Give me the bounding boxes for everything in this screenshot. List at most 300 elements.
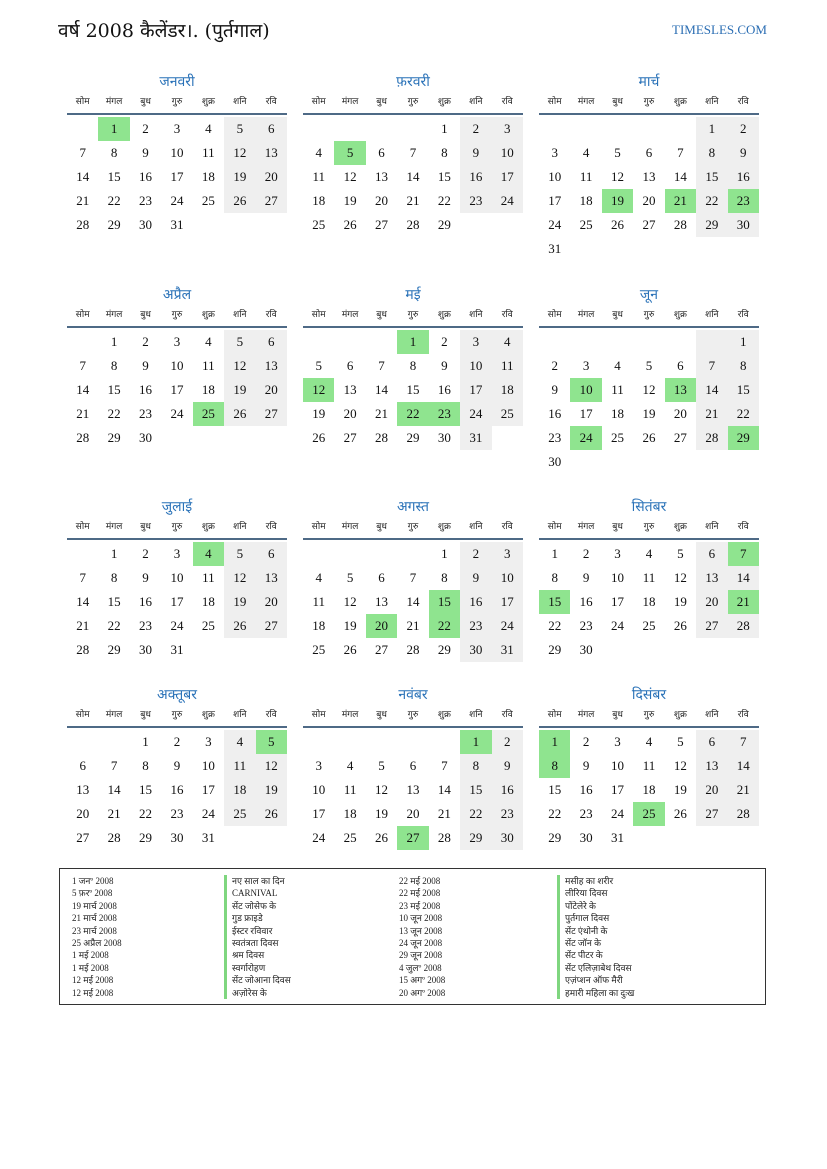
day-cell: 28 [406,642,420,657]
holiday-name: पोंटेलेरे के [557,900,634,912]
day-cell: 17 [492,590,523,614]
day-cell: 28 [76,430,90,445]
weekday-label: सोम [311,97,326,107]
empty-day-cell [696,237,727,261]
empty-day-cell [98,730,129,754]
day-cell: 20 [673,406,687,421]
week-row [539,590,759,614]
holiday-name: श्रम दिवस [224,949,291,961]
day-cell: 11 [202,358,215,373]
day-cell: 29 [696,213,727,237]
holiday-name: अज़ोरेस के [224,987,291,999]
empty-day-cell [334,730,365,754]
day-cell: 9 [173,758,181,773]
weekday-label: गुरु [407,310,419,320]
day-cell: 13 [375,169,389,184]
week-row [539,213,759,237]
holiday-name: सेंट जोआना दिवस [224,974,291,986]
week-row [539,566,759,590]
weekday-header [303,92,523,115]
day-cell: 24 [170,406,184,421]
empty-day-cell [728,450,759,474]
day-cell: 12 [611,169,625,184]
weekday-label: सोम [75,310,90,320]
day-cell: 7 [409,145,417,160]
weekday-label: शुक्र [201,710,215,720]
day-cell: 30 [728,213,759,237]
weekday-label: शुक्र [201,310,215,320]
day-cell: 17 [548,193,562,208]
day-cell: 10 [492,141,523,165]
day-cell: 29 [437,642,451,657]
day-cell: 28 [76,642,90,657]
day-cell: 5 [224,330,255,354]
holiday-date: 22 मई 2008 [399,888,441,899]
day-cell: 21 [107,806,121,821]
weekday-label: सोम [547,310,562,320]
day-cell: 27 [696,802,727,826]
month-title: मार्च [638,74,660,90]
weekday-label: शनि [233,710,247,720]
weekday-label: शुक्र [201,97,215,107]
day-cell: 17 [492,165,523,189]
day-cell: 21 [375,406,389,421]
holiday-name: सेंट जोसेफ के [224,900,291,912]
day-cell: 2 [142,121,149,136]
day-cell: 14 [76,594,90,609]
day-cell: 3 [173,334,181,349]
day-cell: 17 [611,782,625,797]
day-cell: 20 [696,778,727,802]
weekday-label: सोम [547,522,562,532]
empty-day-cell [633,450,664,474]
day-cell: 23 [170,806,184,821]
weekday-label: गुरु [407,522,419,532]
week-row [303,165,523,189]
weekday-label: शनि [233,97,247,107]
day-cell: 30 [139,217,153,232]
holiday-name: सेंट जॉन के [557,937,634,949]
day-cell: 11 [642,758,656,773]
day-cell: 7 [728,542,759,566]
month-title: सितंबर [631,499,667,515]
empty-day-cell [570,450,601,474]
day-cell: 1 [110,546,118,561]
day-cell: 1 [728,330,759,354]
day-cell: 16 [139,169,153,184]
weekday-label: सोम [311,710,326,720]
weekday-label: मंगल [105,522,123,532]
day-cell: 8 [110,570,118,585]
holiday-name: गुड फ्राइडे [224,912,291,924]
week-row [539,802,759,826]
day-cell: 9 [142,358,149,373]
day-cell: 2 [460,542,491,566]
day-cell: 12 [673,758,687,773]
week-row [303,754,523,778]
month-title: जुलाई [161,499,193,515]
empty-day-cell [366,542,397,566]
weekday-label: बुध [140,522,151,532]
weekday-label: रवि [501,310,513,320]
day-cell: 20 [642,193,656,208]
day-cell: 16 [460,165,491,189]
day-cell: 27 [696,614,727,638]
empty-day-cell [665,638,696,662]
day-cell: 21 [728,590,759,614]
day-cell: 4 [645,734,653,749]
weekday-label: बुध [612,710,623,720]
day-cell: 7 [677,145,684,160]
day-cell: 10 [570,378,601,402]
day-cell: 4 [205,121,212,136]
day-cell: 10 [492,566,523,590]
empty-day-cell [696,330,727,354]
day-cell: 9 [460,566,491,590]
empty-day-cell [193,638,224,662]
day-cell: 1 [98,117,129,141]
day-cell: 20 [256,378,287,402]
day-cell: 13 [696,754,727,778]
day-cell: 20 [256,165,287,189]
day-cell: 16 [139,382,153,397]
day-cell: 18 [224,778,255,802]
week-row [539,237,759,261]
empty-day-cell [665,330,696,354]
empty-day-cell [67,117,98,141]
holiday-date: 1 मई 2008 [72,950,109,961]
day-cell: 15 [728,378,759,402]
day-cell: 7 [728,730,759,754]
empty-day-cell [728,826,759,850]
weekday-label: गुरु [171,522,183,532]
day-cell: 16 [437,382,451,397]
week-row [67,189,287,213]
day-cell: 25 [193,402,224,426]
day-cell: 13 [406,782,420,797]
empty-day-cell [696,638,727,662]
day-cell: 31 [201,830,215,845]
holiday-date: 29 जून 2008 [399,950,443,961]
weekday-header [303,305,523,328]
empty-day-cell [633,237,664,261]
weekday-label: मंगल [577,522,595,532]
week-row [67,213,287,237]
day-cell: 26 [375,830,389,845]
day-cell: 12 [343,594,357,609]
day-cell: 10 [611,758,625,773]
empty-day-cell [256,426,287,450]
empty-day-cell [67,542,98,566]
day-cell: 26 [343,217,357,232]
day-cell: 22 [696,189,727,213]
day-cell: 27 [256,402,287,426]
week-row [303,826,523,850]
weekday-label: शनि [469,710,483,720]
day-cell: 3 [492,117,523,141]
day-cell: 3 [492,542,523,566]
day-cell: 5 [378,758,385,773]
day-cell: 25 [642,618,656,633]
weekday-label: बुध [140,97,151,107]
day-cell: 2 [728,117,759,141]
day-cell: 24 [460,402,491,426]
day-cell: 3 [315,758,322,773]
day-cell: 17 [579,406,593,421]
empty-day-cell [429,730,460,754]
weekday-label: शुक्र [437,97,451,107]
day-cell: 5 [256,730,287,754]
day-cell: 7 [79,570,86,585]
week-row [539,638,759,662]
weekday-label: बुध [612,97,623,107]
day-cell: 30 [170,830,184,845]
day-cell: 17 [201,782,215,797]
month-title: अक्तूबर [157,687,197,703]
weekday-label: शनि [469,310,483,320]
weekday-label: शनि [233,522,247,532]
holiday-names-col-2 [557,875,634,999]
day-cell: 26 [611,217,625,232]
day-cell: 13 [642,169,656,184]
weekday-label: रवि [737,310,749,320]
day-cell: 14 [375,382,389,397]
day-cell: 2 [460,117,491,141]
day-cell: 2 [551,358,558,373]
week-row [67,354,287,378]
day-cell: 26 [256,802,287,826]
week-row [303,426,523,450]
empty-day-cell [224,213,255,237]
day-cell: 16 [579,594,593,609]
empty-day-cell [602,117,633,141]
day-cell: 10 [201,758,215,773]
day-cell: 19 [375,806,389,821]
day-cell: 19 [312,406,326,421]
day-cell: 25 [312,642,326,657]
day-cell: 21 [696,402,727,426]
site-link[interactable]: TIMESLES.COM [672,22,767,37]
empty-day-cell [366,730,397,754]
day-cell: 28 [107,830,121,845]
weekday-header [539,705,759,728]
day-cell: 22 [397,402,428,426]
day-cell: 29 [107,430,121,445]
day-cell: 14 [437,782,451,797]
day-cell: 1 [539,730,570,754]
weekday-label: सोम [75,710,90,720]
day-cell: 19 [224,378,255,402]
day-cell: 3 [205,734,212,749]
day-cell: 5 [346,570,354,585]
holiday-name: हमारी महिला का दुःख [557,987,634,999]
day-cell: 14 [673,169,687,184]
day-cell: 15 [107,169,121,184]
day-cell: 6 [696,730,727,754]
holiday-name: पुर्तगाल दिवस [557,912,634,924]
day-cell: 24 [492,189,523,213]
day-cell: 12 [375,782,389,797]
day-cell: 3 [173,546,181,561]
weekday-label: शनि [705,97,719,107]
day-cell: 4 [492,330,523,354]
empty-day-cell [570,237,601,261]
day-cell: 8 [110,358,118,373]
day-cell: 22 [429,614,460,638]
weekday-label: मंगल [577,310,595,320]
day-cell: 23 [139,193,153,208]
week-row [303,402,523,426]
holiday-date: 1 जनº 2008 [72,876,114,886]
day-cell: 26 [673,618,687,633]
day-cell: 11 [224,754,255,778]
day-cell: 9 [551,382,558,397]
weekday-label: शुक्र [201,522,215,532]
day-cell: 11 [579,169,593,184]
day-cell: 14 [728,566,759,590]
week-row [67,378,287,402]
empty-day-cell [492,426,523,450]
month-calendar [539,72,759,261]
day-cell: 18 [201,169,215,184]
month-calendar [67,285,287,450]
day-cell: 11 [611,382,624,397]
day-cell: 18 [642,594,656,609]
day-cell: 25 [579,217,593,232]
holiday-date: 10 जून 2008 [399,913,443,924]
month-title: नवंबर [398,687,428,703]
day-cell: 22 [548,806,562,821]
day-cell: 27 [343,430,357,445]
day-cell: 18 [201,382,215,397]
day-cell: 8 [110,145,118,160]
empty-day-cell [728,638,759,662]
day-cell: 10 [611,570,625,585]
empty-day-cell [633,330,664,354]
holiday-date: 22 मई 2008 [399,876,441,886]
day-cell: 31 [170,217,184,232]
day-cell: 27 [673,430,687,445]
day-cell: 29 [728,426,759,450]
day-cell: 1 [441,546,448,561]
day-cell: 4 [346,758,354,773]
day-cell: 9 [142,570,149,585]
day-cell: 12 [343,169,357,184]
weekday-label: गुरु [643,522,655,532]
weekday-label: गुरु [407,710,419,720]
holiday-name: स्वर्गारोहण [224,962,291,974]
month-calendar [303,72,523,237]
week-row [539,542,759,566]
day-cell: 28 [76,217,90,232]
empty-day-cell [303,542,334,566]
day-cell: 4 [645,546,653,561]
weekday-label: शुक्र [673,97,687,107]
day-cell: 6 [256,330,287,354]
weekday-label: मंगल [105,97,123,107]
day-cell: 19 [642,406,656,421]
empty-day-cell [602,330,633,354]
week-row [539,402,759,426]
day-cell: 28 [673,217,687,232]
empty-day-cell [696,450,727,474]
day-cell: 8 [409,358,417,373]
day-cell: 12 [642,382,656,397]
day-cell: 17 [170,594,184,609]
day-cell: 8 [539,754,570,778]
week-row [303,730,523,754]
weekday-label: गुरु [171,710,183,720]
day-cell: 7 [409,570,417,585]
week-row [67,402,287,426]
weekday-label: मंगल [105,310,123,320]
day-cell: 3 [582,358,590,373]
day-cell: 1 [460,730,491,754]
holiday-name: CARNIVAL [224,887,291,899]
day-cell: 20 [366,614,397,638]
week-row [539,378,759,402]
day-cell: 28 [375,430,389,445]
day-cell: 19 [602,189,633,213]
empty-day-cell [224,426,255,450]
empty-day-cell [303,117,334,141]
weekday-label: रवि [737,710,749,720]
day-cell: 29 [406,430,420,445]
week-row [67,165,287,189]
empty-day-cell [256,638,287,662]
day-cell: 29 [107,217,121,232]
day-cell: 25 [201,618,215,633]
day-cell: 10 [548,169,562,184]
empty-day-cell [67,730,98,754]
day-cell: 3 [173,121,181,136]
weekday-label: शुक्र [437,710,451,720]
day-cell: 17 [170,382,184,397]
weekday-label: रवि [501,522,513,532]
day-cell: 28 [406,217,420,232]
day-cell: 24 [548,217,562,232]
weekday-label: रवि [265,522,277,532]
empty-day-cell [334,330,365,354]
day-cell: 22 [139,806,153,821]
empty-day-cell [728,237,759,261]
day-cell: 12 [224,566,255,590]
day-cell: 16 [170,782,184,797]
day-cell: 9 [728,141,759,165]
day-cell: 6 [256,117,287,141]
empty-day-cell [492,213,523,237]
day-cell: 9 [142,145,149,160]
weekday-header [67,517,287,540]
day-cell: 8 [441,570,448,585]
day-cell: 24 [611,618,625,633]
day-cell: 24 [611,806,625,821]
holiday-date: 25 अप्रैल 2008 [72,938,122,949]
empty-day-cell [570,117,601,141]
week-row [303,542,523,566]
day-cell: 10 [460,354,491,378]
day-cell: 5 [334,141,365,165]
weekday-label: रवि [265,710,277,720]
day-cell: 29 [548,642,562,657]
day-cell: 18 [611,406,625,421]
day-cell: 9 [441,358,448,373]
week-row [67,826,287,850]
week-row [303,354,523,378]
empty-day-cell [539,330,570,354]
day-cell: 25 [224,802,255,826]
day-cell: 3 [460,330,491,354]
